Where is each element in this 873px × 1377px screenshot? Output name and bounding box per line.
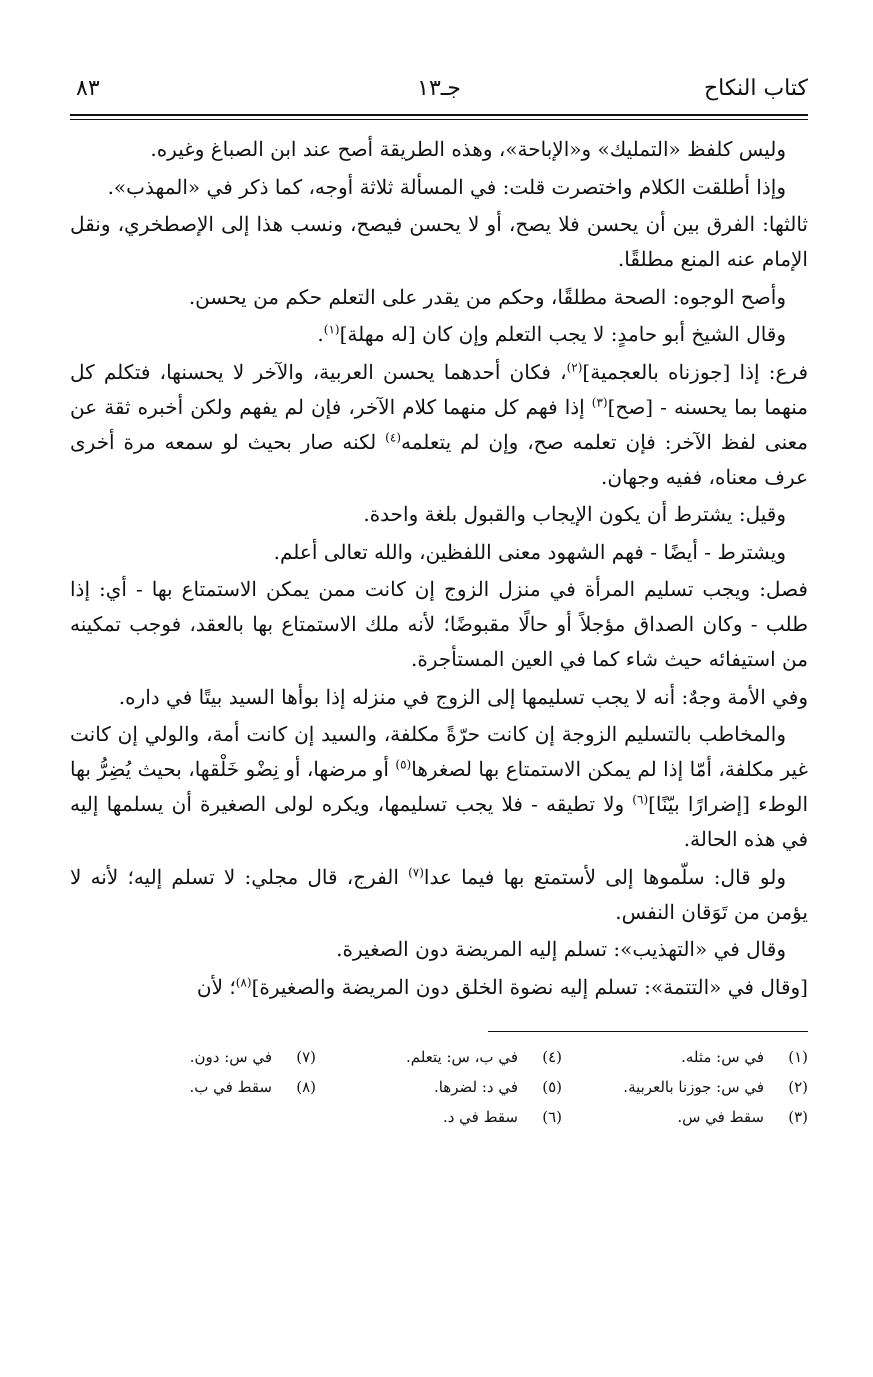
footnote: (١) في س: مثله. (681, 1047, 808, 1066)
footnotes (70, 1042, 808, 1132)
header-rule-thin (70, 119, 808, 120)
paragraph: وأصح الوجوه: الصحة مطلقًا، وحكم من يقدر على التعلم حكم من يحسن. (188, 284, 786, 309)
header-rule (70, 114, 808, 116)
paragraph: وليس كلفظ «التمليك» و«الإباحة»، وهذه الطريقة أصح عند ابن الصباغ وغيره. (150, 137, 786, 161)
footnote: (٤) في ب، س: يتعلم. (406, 1047, 562, 1066)
paragraph: ويشترط - أيضًا - فهم الشهود معنى اللفظين، والله تعالى أعلم. (273, 539, 786, 564)
page-header (70, 70, 808, 110)
footnote: (٣) سقط في س. (677, 1107, 808, 1126)
footnote-ref: (٤) (385, 429, 401, 444)
paragraph: والمخاطب بالتسليم الزوجة إن كانت حرّةً مكلفة، والسيد إن كانت أمة، والولي إن كانت غير مكلفة، أمّا إذا لم يمكن الاستمتاع بها لصغرها$^{(٥)}$ أو مرضها، أو نِضْو خَلْقها، بحيث يُضِرُّ بها الوطء [إضرارًا بيّنًا]$^{(٦)}$ ولا تطيقه - فلا يجب تسليمها، ويكره لولى الصغيرة أن يسلمها إليه في هذه الحالة. (70, 722, 809, 851)
footnote-ref: (١) (323, 322, 340, 337)
paragraph: وقال في «التهذيب»: تسلم إليه المريضة دون الصغيرة. (336, 937, 786, 961)
footnote: (٢) في س: جوزنا بالعربية. (623, 1077, 808, 1096)
footnote-ref: (٦) (632, 792, 649, 807)
paragraph: وقال الشيخ أبو حامدٍ: لا يجب التعلم وإن كان [له مهلة]$^{(١)}$. (317, 322, 786, 346)
page-number: ٨٣ (76, 76, 100, 101)
footnote: (٧) في س: دون. (189, 1047, 316, 1066)
footnote-ref: (٨) (235, 974, 252, 989)
paragraph: وقيل: يشترط أن يكون الإيجاب والقبول بلغة واحدة. (363, 502, 786, 526)
main-text (70, 132, 808, 1005)
footnote-ref: (٣) (591, 394, 608, 409)
footnote-separator (488, 1031, 808, 1032)
footnote-ref: (٧) (408, 864, 424, 879)
paragraph: فرع: إذا [جوزناه بالعجمية]$^{(٢)}$، فكان أحدهما يحسن العربية، والآخر لا يحسنها، فتكلم كل منهما بما يحسنه - [صح]$^{(٣)}$ إذا فهم كل منهما كلام الآخر، فإن لم يفهم ولكن أخبره ثقة عن معنى لفظ الآخر: فإن تعلمه صح، وإن لم يتعلمه$^{(٤)}$ لكنه صار بحيث لو سمعه مرة أخرى عرف معناه، ففيه وجهان. (70, 359, 809, 489)
paragraph: ولو قال: سلّموها إلى لأستمتع بها فيما عدا$^{(٧)}$ الفرج، قال مجلي: لا تسلم إليه؛ لأنه لا يؤمن من تَوَقان النفس. (70, 864, 808, 924)
footnote: (٥) في د: لضرها. (433, 1077, 562, 1096)
paragraph: [وقال في «التتمة»: تسلم إليه نضوة الخلق دون المريضة والصغيرة]$^{(٨)}$؛ لأن (196, 974, 808, 999)
paragraph: وفي الأمة وجهٌ: أنه لا يجب تسليمها إلى الزوج في منزله إذا بوأها السيد بيتًا في داره. (118, 684, 808, 709)
paragraph: ثالثها: الفرق بين أن يحسن فلا يصح، أو لا يحسن فيصح، ونسب هذا إلى الإصطخري، ونقل الإمام عنه المنع مطلقًا. (70, 212, 808, 271)
footnote-ref: (٥) (395, 757, 412, 772)
paragraph: وإذا أطلقت الكلام واختصرت قلت: في المسألة ثلاثة أوجه، كما ذكر في «المهذب». (107, 174, 786, 199)
book-title: كتاب النكاح (703, 76, 808, 101)
footnote: (٦) سقط في د. (442, 1107, 562, 1126)
footnote-ref: (٢) (566, 359, 583, 374)
paragraph: فصل: ويجب تسليم المرأة في منزل الزوج إن كانت ممن يمكن الاستمتاع بها - أي: إذا طلب - وكان الصداق مؤجلاً أو حالًا مقبوضًا؛ لأنه ملك الاستمتاع بها بالعقد، فوجب تمكينه من استيفائه حيث شاء كما في العين المستأجرة. (70, 577, 808, 671)
volume-number: جـ١٣ (417, 76, 461, 101)
footnote: (٨) سقط في ب. (189, 1077, 316, 1096)
document-page (70, 70, 808, 1360)
